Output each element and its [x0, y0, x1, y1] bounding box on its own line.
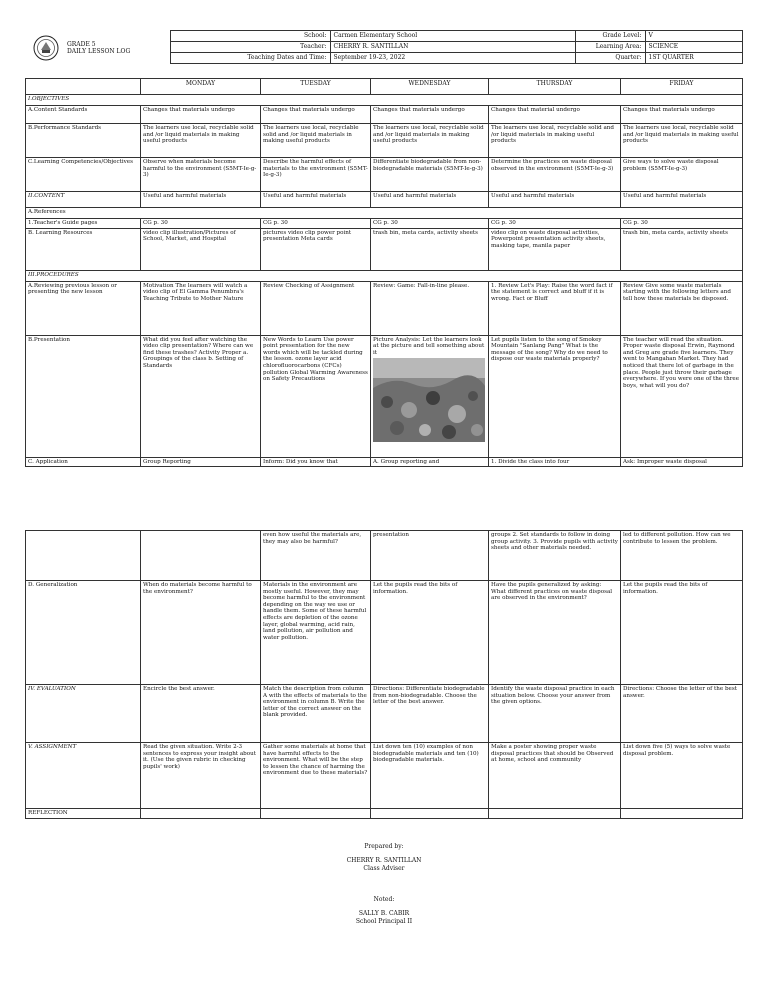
cell: A. Group reporting and [371, 457, 489, 467]
cell: Observe when materials become harmful to the environment (S5MT-Ie-g-3) [141, 158, 261, 192]
row-content [26, 192, 743, 208]
log-label: DAILY LESSON LOG [67, 47, 131, 55]
cell: Differentiate biodegradable from non-biodegradable materials (S5MT-Ie-g-3) [371, 158, 489, 192]
cell: What did you feel after watching the video clip presentation? Where can we find these trashes? Activity Proper a. Groupings of the class b. Setting of Standards [141, 335, 261, 457]
cell: Motivation The learners will watch a video clip of El Gamma Penumbra's Teaching Tribute to Mother Nature [141, 281, 261, 335]
cell: Changes that material undergo [489, 106, 621, 124]
cell: video clip illustration/Pictures of School, Market, and Hospital [141, 228, 261, 270]
cell: Ask: Improper waste disposal [621, 457, 743, 467]
row-label: C.Learning Competencies/Objectives [26, 158, 141, 192]
grade-level-label: Grade Level: [575, 31, 645, 42]
cell-with-image [371, 335, 489, 457]
cell [141, 531, 261, 581]
cell: CG p. 30 [371, 219, 489, 229]
row-label: C. Application [26, 457, 141, 467]
cell: Useful and harmful materials [141, 192, 261, 208]
day-thursday: THURSDAY [489, 79, 621, 95]
cell: The teacher will read the situation. Proper waste disposal Erwin, Raymond and Greg are grade five learners. They went to Mangahan Market. They had noticed that there lot of garbage in the place. People just throw their garbage everywhere. If you were one of the three boys, what will you do? [621, 335, 743, 457]
day-wednesday: WEDNESDAY [371, 79, 489, 95]
picture-analysis-text: Picture Analysis: Let the learners look at the picture and tell something about it [373, 336, 485, 356]
section-content: II.CONTENT [26, 192, 141, 208]
day-friday: FRIDAY [621, 79, 743, 95]
cell: When do materials become harmful to the environment? [141, 581, 261, 685]
cell: groups 2. Set standards to follow in doing group activity. 3. Provide pupils with activity sheets and other materials needed. [489, 531, 621, 581]
row-assignment [26, 743, 743, 809]
section-reflection: REFLECTION [26, 809, 141, 819]
cell: Let pupils listen to the song of Smokey Mountain "Sanlang Pang" What is the message of the song? Why do we need to dispose our waste materials properly? [489, 335, 621, 457]
row-label: B.Presentation [26, 335, 141, 457]
school-label: School: [170, 31, 330, 42]
cell: Make a poster showing proper waste disposal practices that should be Observed at home, school and community [489, 743, 621, 809]
cell: Review Checking of Assignment [261, 281, 371, 335]
prepared-by-label: Prepared by: [364, 843, 404, 850]
grade-label: GRADE 5 [67, 40, 96, 48]
quarter-value: 1ST QUARTER [645, 53, 742, 64]
dates-label: Teaching Dates and Time: [170, 53, 330, 64]
section-evaluation: IV. EVALUATION [26, 685, 141, 743]
cell: Useful and harmful materials [621, 192, 743, 208]
cell: Have the pupils generalized by asking: What different practices on waste disposal are observed in the environment? [489, 581, 621, 685]
cell: Gather some materials at home that have harmful effects to the environment. What will be the step to lessen the chance of harming the environment due to these materials? [261, 743, 371, 809]
logo-area [25, 31, 170, 64]
cell: Review: Game: Fall-in-line please. [371, 281, 489, 335]
cell: Materials in the environment are mostly useful. However, they may become harmful to the environment depending on the way we use or handle them. Some of these harmful effects are depletion of the ozone layer, global warming, acid rain, land pollution, air pollution and water pollution. [261, 581, 371, 685]
cell: The learners use local, recyclable solid and /or liquid materials in making useful products [141, 124, 261, 158]
cell: even how useful the materials are, they may also be harmful? [261, 531, 371, 581]
section-assignment: V. ASSIGNMENT [26, 743, 141, 809]
cell: presentation [371, 531, 489, 581]
row-label: B. Learning Resources [26, 228, 141, 270]
section-references: A.References [26, 208, 743, 219]
cell: led to different pollution. How can we contribute to lessen the problem. [621, 531, 743, 581]
cell: Useful and harmful materials [261, 192, 371, 208]
row-label: A.Reviewing previous lesson or presenting the new lesson [26, 281, 141, 335]
lesson-table-part1 [25, 78, 743, 467]
row-teachers-guide [26, 219, 743, 229]
learning-area-label: Learning Area: [575, 42, 645, 53]
cell: List down ten (10) examples of non biodegradable materials and ten (10) biodegradable materials. [371, 743, 489, 809]
cell: Changes that materials undergo [261, 106, 371, 124]
row-learning-resources [26, 228, 743, 270]
cell: Let the pupils read the bits of information. [371, 581, 489, 685]
grade-level-value: V [645, 31, 742, 42]
cell: trash bin, meta cards, activity sheets [371, 228, 489, 270]
row-application-cont [26, 531, 743, 581]
cell: 1. Review Let's Play: Raise the word fact if the statement is correct and bluff if it is wrong. Fact or Bluff [489, 281, 621, 335]
school-value: Carmen Elementary School [330, 31, 575, 42]
cell: CG p. 30 [261, 219, 371, 229]
cell: Give ways to solve waste disposal problem (S5MT-Ie-g-3) [621, 158, 743, 192]
row-presentation [26, 335, 743, 457]
row-label: D. Generalization [26, 581, 141, 685]
section-procedures: III.PROCEDURES [26, 270, 743, 281]
day-monday: MONDAY [141, 79, 261, 95]
cell: pictures video clip power point presentation Meta cards [261, 228, 371, 270]
cell: Directions: Differentiate biodegradable from non-biodegradable. Choose the letter of the best answer. [371, 685, 489, 743]
cell: The learners use local, recyclable solid and /or liquid materials in making useful products [371, 124, 489, 158]
cell: The learners use local, recyclable solid and /or liquid materials in making useful products [261, 124, 371, 158]
day-header-row [26, 79, 743, 95]
cell: Determine the practices on waste disposal observed in the environment (S5MT-Ie-g-3) [489, 158, 621, 192]
cell: CG p. 30 [141, 219, 261, 229]
noter-name: SALLY B. CABIR [358, 910, 410, 917]
preparer-role: Class Adviser [363, 865, 405, 872]
cell: Changes that materials undergo [371, 106, 489, 124]
row-competencies [26, 158, 743, 192]
cell: Match the description from column A with the effects of materials to the environment in column B. Write the letter of the correct answer on the blank provided. [261, 685, 371, 743]
cell: Encircle the best answer. [141, 685, 261, 743]
cell: Review Give some waste materials starting with the following letters and tell how these materials be disposed. [621, 281, 743, 335]
learning-area-value: SCIENCE [645, 42, 742, 53]
cell: video clip on waste disposal activities, Powerpoint presentation activity sheets, masking tape, manila paper [489, 228, 621, 270]
cell: Read the given situation. Write 2-3 sentences to express your insight about it. (Use the given rubric in checking pupils' work) [141, 743, 261, 809]
lesson-table-part2 [25, 530, 743, 819]
cell: New Words to Learn Use power point presentation for the new words which will be tackled during the lesson. ozone layer acid chlorofluorocarbons (CFCs) pollution Global Warming Awareness on Safety Precautions [261, 335, 371, 457]
noted-label: Noted: [373, 896, 395, 903]
garbage-dump-image [373, 358, 485, 442]
cell: Identify the waste disposal practice in each situation below. Choose your answer from the given options. [489, 685, 621, 743]
row-performance-standards [26, 124, 743, 158]
cell: Changes that materials undergo [621, 106, 743, 124]
row-label: 1.Teacher's Guide pages [26, 219, 141, 229]
teacher-value: CHERRY R. SANTILLAN [330, 42, 575, 53]
day-tuesday: TUESDAY [261, 79, 371, 95]
cell: The learners use local, recyclable solid and /or liquid materials in making useful products [621, 124, 743, 158]
cell: Group Reporting [141, 457, 261, 467]
cell: Inform: Did you know that [261, 457, 371, 467]
preparer-name: CHERRY R. SANTILLAN [346, 857, 422, 864]
cell: Directions: Choose the letter of the best answer. [621, 685, 743, 743]
row-reflection [26, 809, 743, 819]
noter-role: School Principal II [355, 918, 413, 925]
deped-seal-icon [33, 35, 59, 61]
cell: Let the pupils read the bits of information. [621, 581, 743, 685]
cell: trash bin, meta cards, activity sheets [621, 228, 743, 270]
section-objectives: I.OBJECTIVES [26, 95, 743, 106]
cell: List down five (5) ways to solve waste disposal problem. [621, 743, 743, 809]
row-application [26, 457, 743, 467]
cell: CG p. 30 [621, 219, 743, 229]
cell: Describe the harmful effects of materials to the environment (S5MT-Ie-g-3) [261, 158, 371, 192]
row-label: B.Performance Standards [26, 124, 141, 158]
cell: CG p. 30 [489, 219, 621, 229]
day-header-blank [26, 79, 141, 95]
row-content-standards [26, 106, 743, 124]
quarter-label: Quarter: [575, 53, 645, 64]
dates-value: September 19-23, 2022 [330, 53, 575, 64]
header-table [25, 30, 743, 64]
cell: The learners use local, recyclable solid and /or liquid materials in making useful products [489, 124, 621, 158]
teacher-label: Teacher: [170, 42, 330, 53]
cell: 1. Divide the class into four [489, 457, 621, 467]
row-label-blank [26, 531, 141, 581]
row-label: A.Content Standards [26, 106, 141, 124]
cell: Changes that materials undergo [141, 106, 261, 124]
row-evaluation [26, 685, 743, 743]
row-reviewing [26, 281, 743, 335]
row-generalization [26, 581, 743, 685]
cell: Useful and harmful materials [489, 192, 621, 208]
cell: Useful and harmful materials [371, 192, 489, 208]
